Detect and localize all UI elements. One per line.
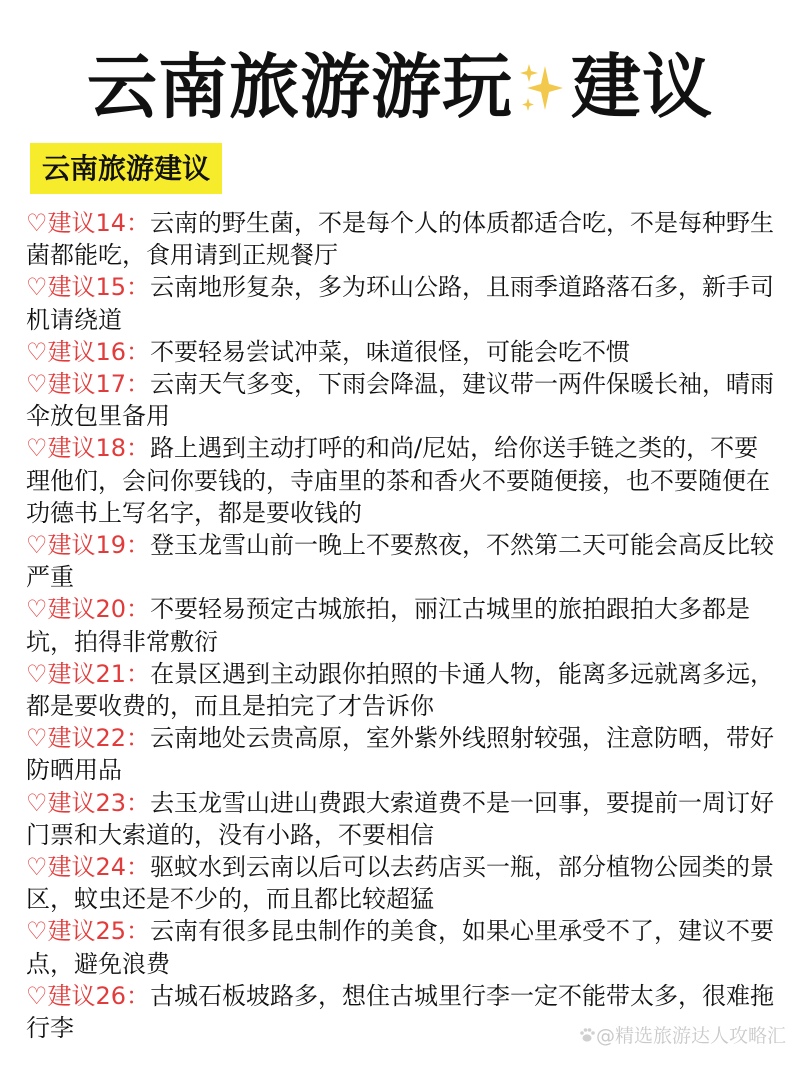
heart-icon: ♡ [26,370,48,399]
advice-item [26,207,778,271]
heart-icon: ♡ [26,531,48,560]
paw-icon [578,1025,596,1047]
advice-label: 建议15： [47,273,151,302]
advice-item [26,336,778,368]
advice-label: 建议18： [47,434,151,463]
page-title [0,42,800,137]
heart-icon: ♡ [26,853,48,882]
advice-item [26,271,778,335]
advice-item [26,593,778,657]
advice-text: 云南天气多变，下雨会降温，建议带一两件保暖长袖，晴雨伞放包里备用 [26,370,775,431]
title-part-2: 建议 [571,46,713,128]
advice-label: 建议25： [47,917,151,946]
advice-text: 古城石板坡路多，想住古城里行李一定不能带太多，很难拖行李 [26,981,775,1043]
watermark-text: @精选旅游达人攻略汇 [595,1025,786,1047]
heart-icon: ♡ [26,209,48,237]
advice-label: 建议16： [47,337,151,366]
heart-icon: ♡ [26,724,48,753]
advice-text: 不要轻易预定古城旅拍，丽江古城里的旅拍跟拍大多都是坑，拍得非常敷衍 [26,595,751,656]
advice-text: 云南的野生菌，不是每个人的体质都适合吃，不是每种野生菌都能吃，食用请到正规餐厅 [26,209,775,270]
advice-item [26,658,778,722]
advice-text: 驱蚊水到云南以后可以去药店买一瓶，部分植物公园类的景区，蚊虫还是不少的，而且都比较超猛 [26,853,775,914]
heart-icon: ♡ [26,595,48,624]
advice-item [26,915,778,979]
advice-label: 建议24： [47,853,151,882]
advice-label: 建议26： [47,981,151,1010]
title-part-1: 云南旅游游玩 [87,46,513,128]
advice-label: 建议14： [47,209,151,237]
advice-text: 登玉龙雪山前一晚上不要熬夜，不然第二天可能会高反比较严重 [26,531,775,592]
watermark [578,1021,786,1048]
heart-icon: ♡ [26,434,48,463]
advice-item [26,722,778,786]
advice-text: 在景区遇到主动跟你拍照的卡通人物，能离多远就离多远，都是要收费的，而且是拍完了才告诉你 [26,659,775,721]
advice-label: 建议22： [47,724,151,753]
heart-icon: ♡ [26,981,48,1010]
advice-text: 不要轻易尝试冲菜，味道很怪，可能会吃不惯 [150,337,631,366]
section-badge: 云南旅游建议 [30,143,222,194]
advice-text: 去玉龙雪山进山费跟大索道费不是一回事，要提前一周订好门票和大索道的，没有小路，不要相信 [26,788,775,849]
advice-item [26,529,778,593]
advice-label: 建议19： [47,531,151,560]
advice-text: 云南地处云贵高原，室外紫外线照射较强，注意防晒，带好防晒用品 [26,724,775,785]
advice-label: 建议23： [47,788,151,817]
heart-icon: ♡ [26,659,48,688]
heart-icon: ♡ [26,788,48,817]
advice-item [26,432,778,529]
advice-label: 建议17： [47,370,151,399]
heart-icon: ♡ [26,273,48,302]
advice-list [26,207,778,1044]
advice-label: 建议20： [47,595,151,624]
advice-text: 云南地形复杂，多为环山公路，且雨季道路落石多，新手司机请绕道 [26,273,775,334]
advice-text: 路上遇到主动打呼的和尚/尼姑，给你送手链之类的，不要理他们，会问你要钱的，寺庙里的茶和香火不要随便接，也不要随便在功德书上写名字，都是要收钱的 [26,434,770,527]
heart-icon: ♡ [26,917,48,946]
advice-label: 建议21： [47,659,151,688]
advice-item [26,368,778,432]
advice-item [26,787,778,851]
sparkles-icon [519,47,565,137]
advice-item [26,851,778,915]
heart-icon: ♡ [26,337,48,366]
advice-text: 云南有很多昆虫制作的美食，如果心里承受不了，建议不要点，避免浪费 [26,917,775,978]
